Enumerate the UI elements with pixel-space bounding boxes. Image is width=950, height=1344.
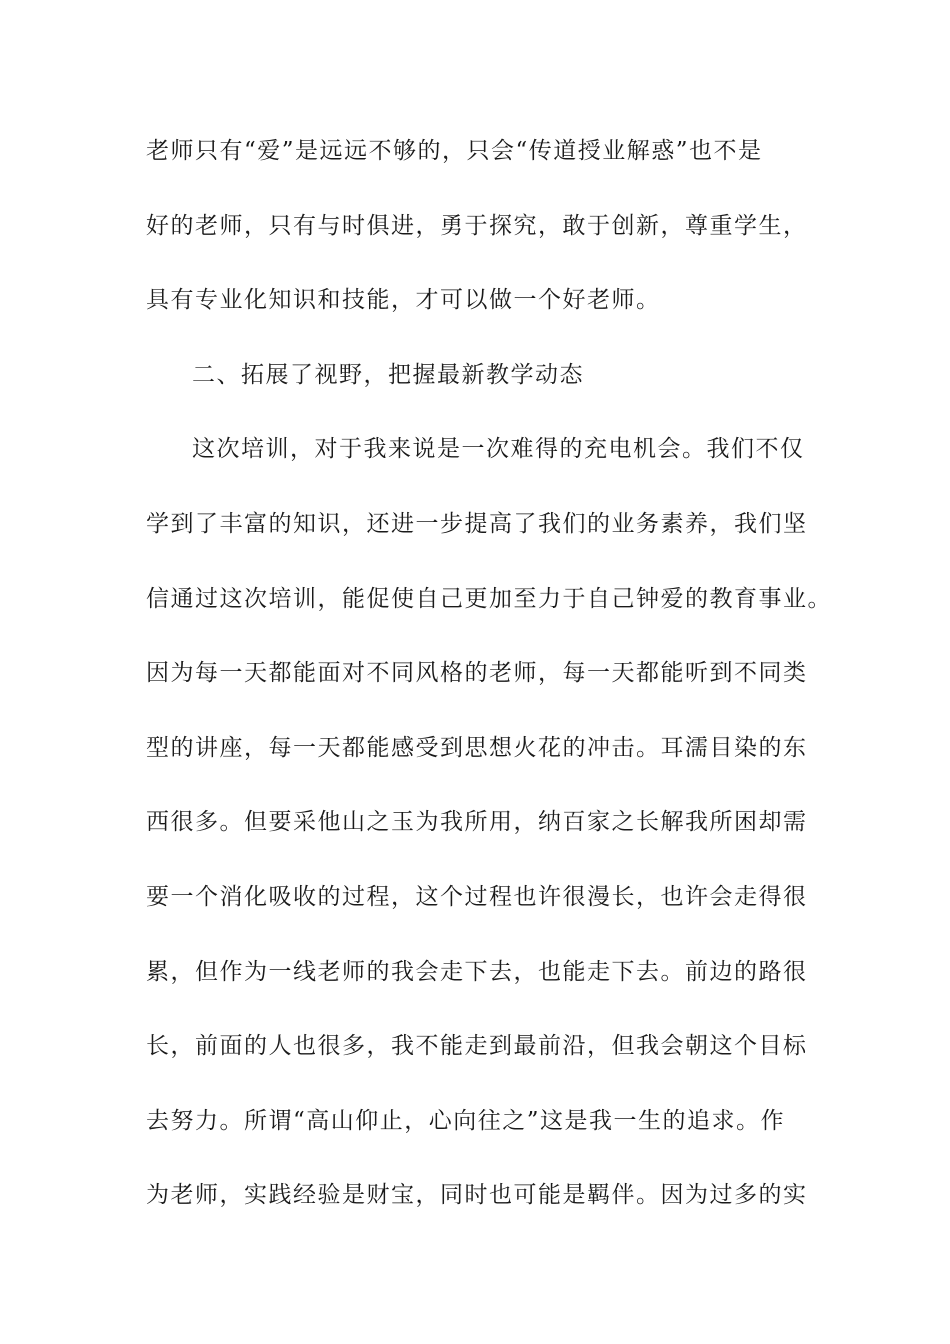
text-line: 型的讲座，每一天都能感受到思想火花的冲击。耳濡目染的东 [146, 734, 808, 761]
text-line: 去努力。所谓“高山仰止，心向往之”这是我一生的追求。作 [146, 1107, 786, 1134]
text-line: 学到了丰富的知识，还进一步提高了我们的业务素养，我们坚 [146, 510, 808, 537]
section-heading: 二、拓展了视野，把握最新教学动态 [192, 361, 584, 388]
body-text [146, 128, 832, 1247]
text-line: 长，前面的人也很多，我不能走到最前沿，但我会朝这个目标 [146, 1033, 808, 1060]
text-line: 累，但作为一线老师的我会走下去，也能走下去。前边的路很 [146, 958, 808, 985]
text-line: 西很多。但要采他山之玉为我所用，纳百家之长解我所困却需 [146, 809, 808, 836]
text-line: 因为每一天都能面对不同风格的老师，每一天都能听到不同类 [146, 660, 808, 687]
text-line: 老师只有“爱”是远远不够的，只会“传道授业解惑”也不是 [146, 138, 763, 164]
text-line: 要一个消化吸收的过程，这个过程也许很漫长，也许会走得很 [146, 883, 808, 910]
text-line: 好的老师，只有与时俱进，勇于探究，敢于创新，尊重学生， [146, 212, 808, 239]
text-line: 具有专业化知识和技能，才可以做一个好老师。 [146, 287, 661, 314]
paragraph-start-line: 这次培训，对于我来说是一次难得的充电机会。我们不仅 [192, 436, 805, 463]
text-line: 信通过这次培训，能促使自己更加至力于自己钟爱的教育事业。 [146, 585, 832, 612]
text-line: 为老师，实践经验是财宝，同时也可能是羁伴。因为过多的实 [146, 1182, 808, 1209]
